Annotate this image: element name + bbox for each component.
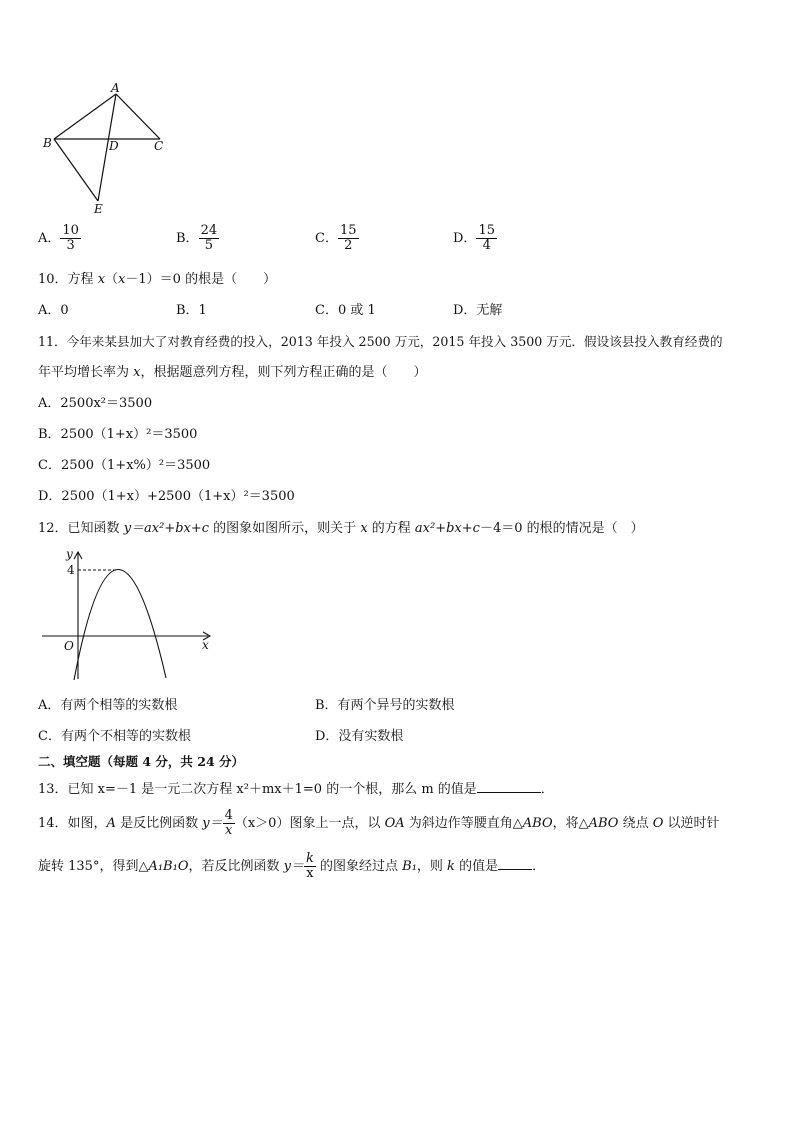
q12-option-c: C．有两个不相等的实数根: [38, 729, 191, 744]
answer-blank[interactable]: [477, 780, 541, 793]
q10-stem: 10．方程 x（x－1）＝0 的根是（ ）: [38, 272, 277, 287]
q12-option-b: B．有两个异号的实数根: [315, 698, 455, 713]
label-c: C: [154, 139, 164, 153]
answer-blank[interactable]: [498, 857, 532, 870]
label-d: D: [109, 139, 119, 153]
label-y: y: [66, 547, 73, 561]
q11-stem-line1: 11．今年来某县加大了对教育经费的投入，2013 年投入 2500 万元，2015 年投入 3500 万元．假设该县投入教育经费的: [38, 334, 723, 349]
label-x: x: [202, 638, 209, 652]
fraction: $\frac{15}{2}$: [339, 223, 357, 253]
label-b: B: [43, 136, 52, 150]
q10-option-c: C．0 或 1: [315, 303, 376, 318]
fraction: $\frac{24}{5}$: [200, 223, 218, 253]
q11-option-c: C．2500（1+x%）²＝3500: [38, 458, 211, 473]
q14-stem-line1: 14．如图，A 是反比例函数 y＝ $\frac{4}{x}$ （x＞0）图象上一点，以 OA 为斜边作等腰直角△ABO，将△ABO 绕点 O 以逆时针: [38, 808, 720, 838]
label-origin: O: [64, 639, 74, 653]
q11-option-b: B．2500（1+x）²＝3500: [38, 427, 198, 442]
label-a: A: [111, 81, 120, 95]
q10-option-d: D．无解: [453, 303, 503, 318]
segment-be: [54, 139, 98, 201]
label-four: 4: [67, 563, 75, 577]
q11-option-d: D．2500（1+x）+2500（1+x）²＝3500: [38, 489, 295, 504]
section-title: 二、填空题（每题 4 分，共 24 分）: [38, 754, 245, 769]
q13-stem: 13．已知 x=－1 是一元二次方程 x²＋mx＋1=0 的一个根，那么 m 的值是 ．: [38, 782, 554, 797]
parabola-curve: [74, 569, 166, 680]
fraction: $\frac{10}{3}$: [62, 223, 79, 253]
segment-ab: [54, 94, 116, 139]
label-e: E: [94, 202, 103, 216]
segment-ac: [116, 94, 160, 139]
q9-option-b: B． $\frac{24}{5}$: [176, 223, 218, 253]
fraction: $\frac{k}{x}$: [305, 851, 314, 881]
parabola-graph: [38, 544, 218, 684]
q9-option-d: D． $\frac{15}{4}$: [453, 223, 495, 253]
fraction: $\frac{15}{4}$: [478, 223, 495, 253]
triangle-figure: [38, 80, 178, 220]
q9-option-c: C． $\frac{15}{2}$: [315, 223, 357, 253]
q10-option-b: B．1: [176, 303, 207, 318]
q14-stem-line2: 旋转 135°，得到△A₁B₁O，若反比例函数 y＝ $\frac{k}{x}$ 的图象经过点 B₁，则 k 的值是 ．: [38, 851, 546, 881]
q12-option-a: A．有两个相等的实数根: [38, 698, 178, 713]
q9-option-a: A． $\frac{10}{3}$: [38, 223, 79, 253]
q12-stem: 12．已知函数 y＝ax²+bx+c 的图象如图所示，则关于 x 的方程 ax²+bx+c－4＝0 的根的情况是（ ）: [38, 521, 644, 536]
q12-option-d: D．没有实数根: [315, 729, 404, 744]
q11-stem-line2: 年平均增长率为 x，根据题意列方程，则下列方程正确的是（ ）: [38, 365, 427, 380]
fraction: $\frac{4}{x}$: [224, 808, 233, 838]
q11-option-a: A．2500x²＝3500: [38, 396, 153, 411]
q10-option-a: A．0: [38, 303, 69, 318]
